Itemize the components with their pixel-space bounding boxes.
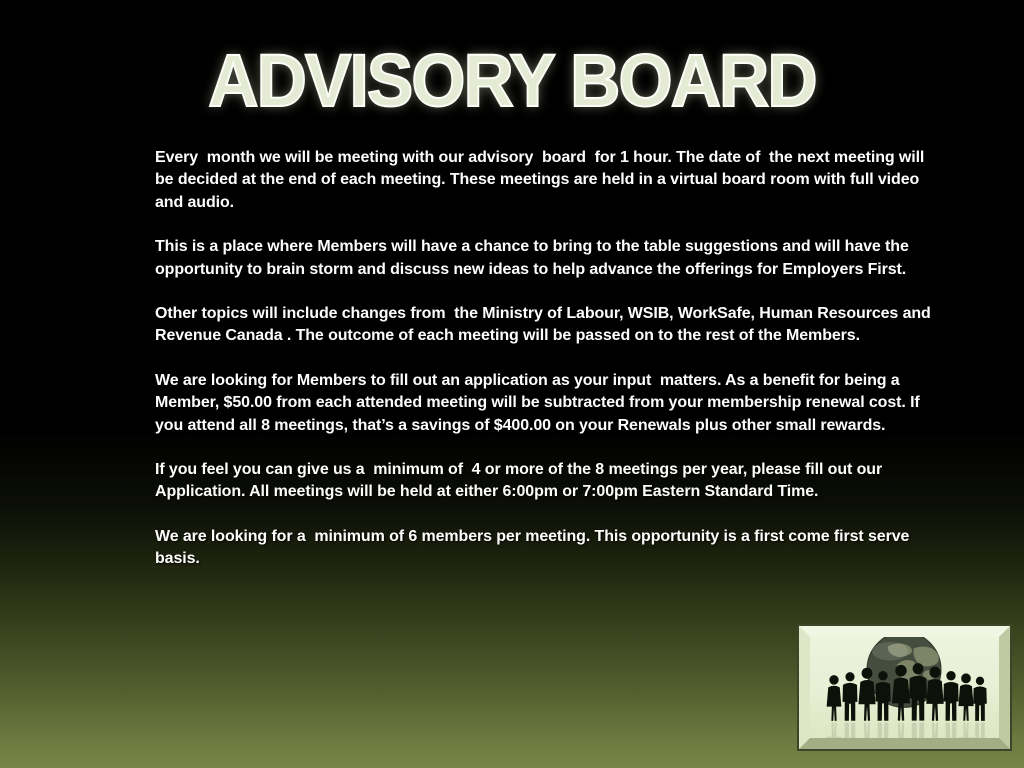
body-paragraph-application-benefit: We are looking for Members to fill out an application as your input matters. As a benefit for being a Member, $50.00 from each attended meeting will be subtracted from your membership renewal cost. If you attend all 8 meetings, that’s a savings of $400.00 on your Renewals plus other small rewards. [155,371,925,434]
body-paragraph-topics: Other topics will include changes from the Ministry of Labour, WSIB, WorkSafe, Human Resources and Revenue Canada . The outcome of each meeting will be passed on to the rest of the Members. [155,305,940,345]
body-paragraph-member-suggestions: This is a place where Members will have a chance to bring to the table suggestions and will have the opportunity to brain storm and discuss new ideas to help advance the offerings for Employers First. [155,238,914,278]
slide-title: ADVISORY BOARD [208,39,816,122]
slide-body [155,147,940,593]
people-globe-graphic [810,637,999,738]
body-paragraph-minimum-meetings: If you feel you can give us a minimum of 4 or more of the 8 meetings per year, please fill out our Application. All meetings will be held at either 6:00pm or 7:00pm Eastern Standard Time. [155,461,886,501]
title-container [31,40,994,122]
body-paragraph-minimum-members: We are looking for a minimum of 6 members per meeting. This opportunity is a first come first serve basis. [155,527,914,568]
body-paragraph-meeting-schedule: Every month we will be meeting with our advisory board for 1 hour. The date of the next meeting will be decided at the end of each meeting. These meetings are held in a virtual board room with full video and audio. [155,149,929,211]
beveled-picture-frame [799,626,1010,749]
business-people-globe-image [797,624,1012,751]
